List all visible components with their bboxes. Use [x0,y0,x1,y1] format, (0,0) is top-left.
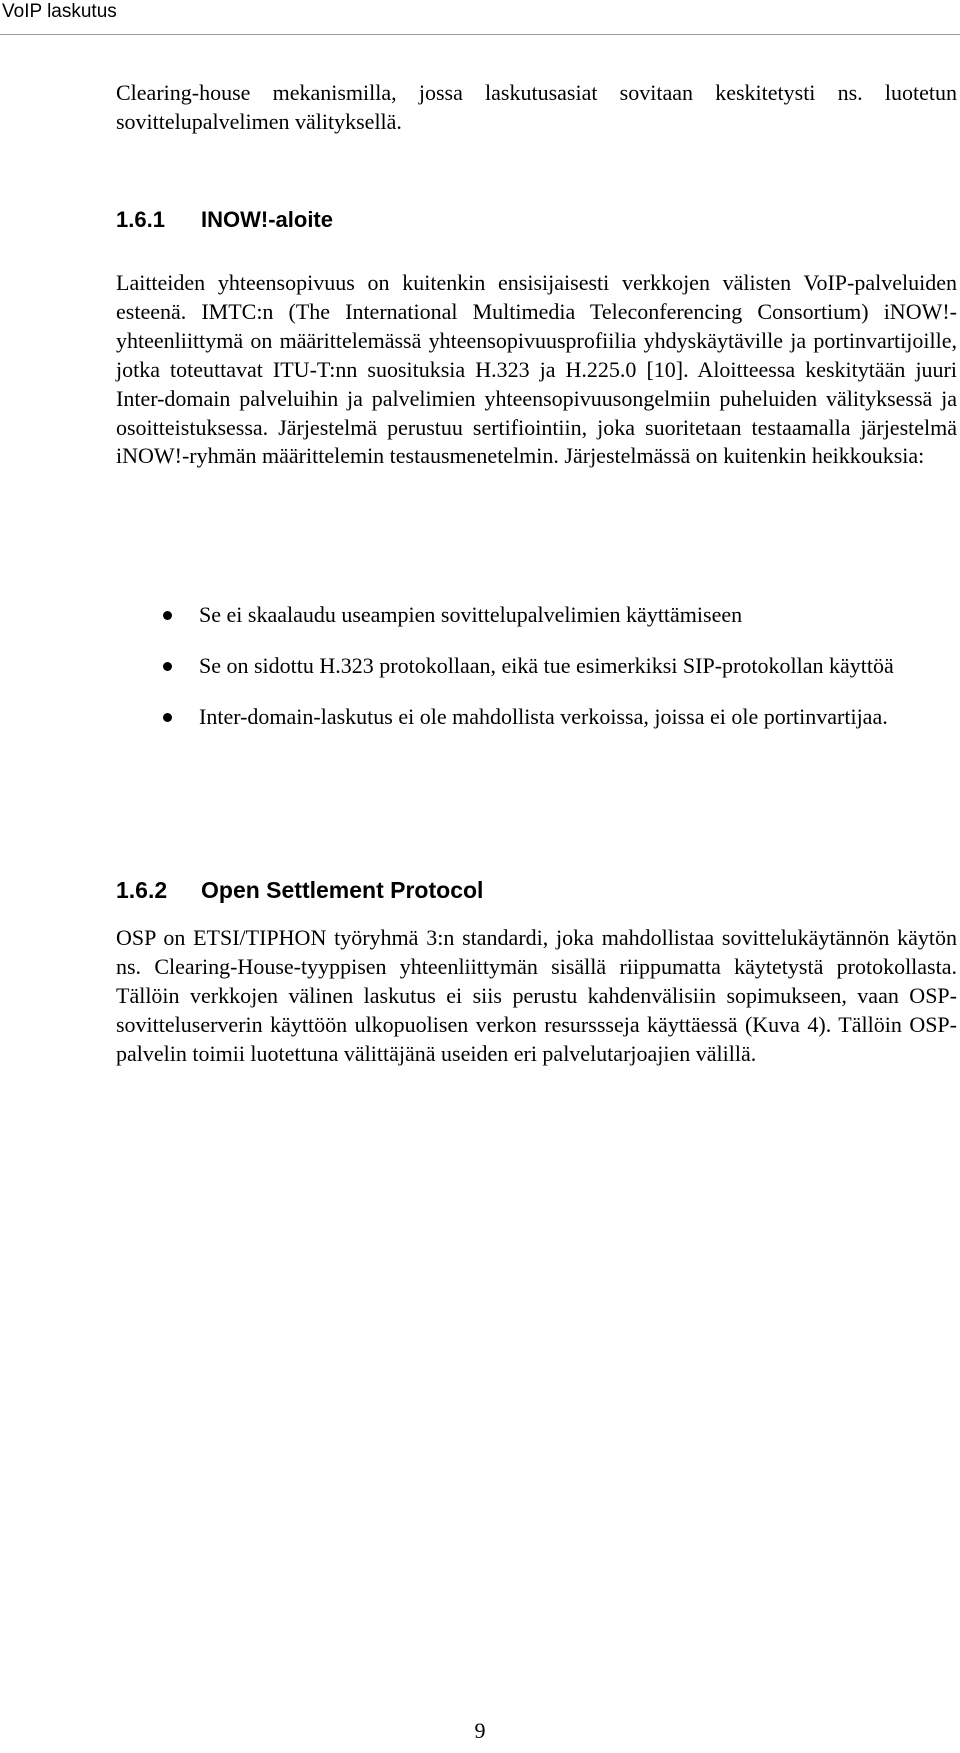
header-divider [0,34,960,35]
list-item-text: Se ei skaalaudu useampien sovittelupalvelimien käyttämiseen [199,602,743,627]
section-title: INOW!-aloite [201,207,333,232]
list-item [116,703,916,732]
list-item [116,652,916,681]
section-title: Open Settlement Protocol [201,877,484,903]
list-item-text: Se on sidottu H.323 protokollaan, eikä tue esimerkiksi SIP-protokollan käyttöä [199,652,894,678]
section-number: 1.6.2 [116,877,168,903]
bullet-icon [163,662,172,671]
section-heading-1-6-1 [116,206,333,234]
running-title: VoIP laskutus [2,1,117,22]
section-1-6-1-paragraph: Laitteiden yhteensopivuus on kuitenkin ensisijaisesti verkkojen välisten VoIP-palveluiden esteenä. IMTC:n (The International Multimedia Teleconferencing Consortium) iNOW!-yhteenliittymä on määrittelemässä yhteensopivuusprofiilia yhdyskäytäville ja portinvartijoille, jotka toteuttavat ITU-T:nn suosituksia H.323 ja H.225.0 [10]. Aloitteessa keskitytään juuri Inter-domain palveluihin ja palvelimien yhteensopivuusongelmiin puheluiden välityksessä ja osoitteistuksessa. Järjestelmä perustuu sertifiointiin, joka suoritetaan testaamalla järjestelmä iNOW!-ryhmän määrittelemin testausmenetelmin. Järjestelmässä on kuitenkin heikkouksia: [116,270,957,469]
section-heading-1-6-2 [116,876,483,904]
weakness-list [116,601,916,754]
list-item-text: Inter-domain-laskutus ei ole mahdollista verkoissa, joissa ei ole portinvartijaa. [199,703,888,729]
bullet-icon [163,713,172,722]
bullet-icon [163,611,172,620]
section-number: 1.6.1 [116,207,165,232]
section-1-6-2-paragraph: OSP on ETSI/TIPHON työryhmä 3:n standardi, joka mahdollistaa sovittelukäytännön käytön ns. Clearing-House-tyyppisen yhteenliittymän sisällä riippumatta käytetystä protokollasta. Tällöin verkkojen välinen laskutus ei siis perustu kahdenvälisiin sopimukseen, vaan OSP-sovitteluserverin käyttöön ulkopuolisen verkon resurssseja käyttäessä (Kuva 4). Tällöin OSP-palvelin toimii luotettuna välittäjänä useiden eri palvelutarjoajien välillä. [116,925,957,1066]
intro-paragraph: Clearing-house mekanismilla, jossa laskutusasiat sovitaan keskitetysti ns. luotetun sovittelupalvelimen välityksellä. [116,80,957,134]
running-header [0,0,960,34]
page-number: 9 [474,1718,486,1743]
list-item [116,601,916,630]
